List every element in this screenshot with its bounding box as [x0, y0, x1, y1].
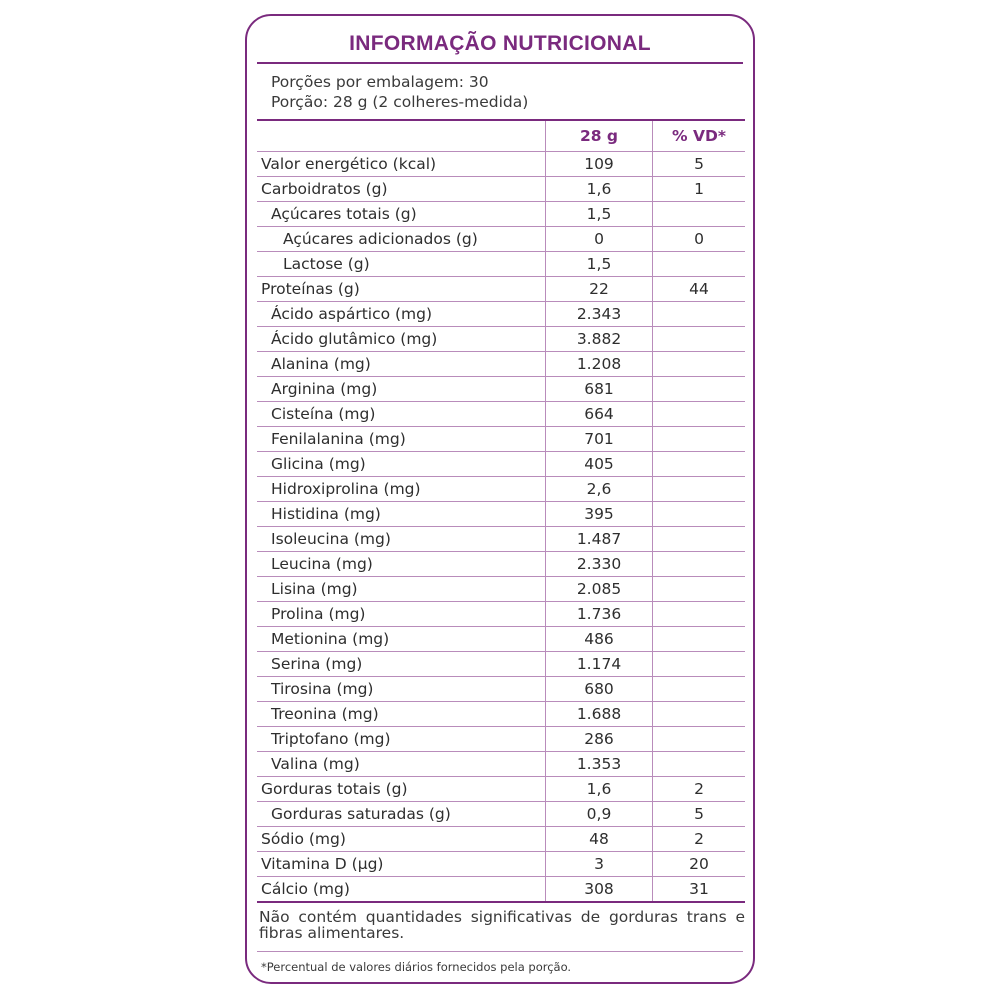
nutrition-label-panel — [245, 14, 755, 984]
table-row — [257, 652, 745, 677]
nutrient-name: Valina (mg) — [257, 752, 546, 777]
nutrient-quantity: 681 — [546, 377, 653, 402]
nutrient-daily-value — [653, 727, 746, 752]
nutrient-daily-value — [653, 652, 746, 677]
nutrient-name: Glicina (mg) — [257, 452, 546, 477]
table-row — [257, 277, 745, 302]
table-row — [257, 802, 745, 827]
nutrient-daily-value — [653, 202, 746, 227]
nutrient-daily-value: 44 — [653, 277, 746, 302]
nutrient-name: Lactose (g) — [257, 252, 546, 277]
nutrient-name: Arginina (mg) — [257, 377, 546, 402]
nutrient-quantity: 286 — [546, 727, 653, 752]
table-row — [257, 777, 745, 802]
nutrient-quantity: 22 — [546, 277, 653, 302]
nutrient-quantity: 1.487 — [546, 527, 653, 552]
table-row — [257, 227, 745, 252]
nutrient-quantity: 1.208 — [546, 352, 653, 377]
nutrient-name: Valor energético (kcal) — [257, 152, 546, 177]
nutrient-daily-value — [653, 577, 746, 602]
nutrient-daily-value — [653, 452, 746, 477]
nutrient-daily-value — [653, 677, 746, 702]
nutrient-quantity: 1,5 — [546, 252, 653, 277]
nutrient-quantity: 1.174 — [546, 652, 653, 677]
nutrient-daily-value — [653, 402, 746, 427]
nutrient-daily-value — [653, 752, 746, 777]
nutrient-daily-value — [653, 352, 746, 377]
nutrient-name: Tirosina (mg) — [257, 677, 546, 702]
nutrient-name: Gorduras totais (g) — [257, 777, 546, 802]
title-divider — [257, 62, 743, 64]
table-row — [257, 377, 745, 402]
table-row — [257, 502, 745, 527]
nutrient-daily-value: 31 — [653, 877, 746, 903]
nutrient-quantity: 48 — [546, 827, 653, 852]
nutrient-quantity: 1,6 — [546, 177, 653, 202]
nutrient-daily-value: 5 — [653, 802, 746, 827]
nutrient-name: Cisteína (mg) — [257, 402, 546, 427]
nutrient-daily-value — [653, 252, 746, 277]
nutrient-daily-value: 20 — [653, 852, 746, 877]
nutrient-quantity: 701 — [546, 427, 653, 452]
nutrient-daily-value — [653, 702, 746, 727]
nutrient-quantity: 2.085 — [546, 577, 653, 602]
nutrient-quantity: 2.330 — [546, 552, 653, 577]
footnote: *Percentual de valores diários fornecidos pela porção. — [261, 960, 572, 974]
nutrient-name: Ácido aspártico (mg) — [257, 302, 546, 327]
nutrient-daily-value: 5 — [653, 152, 746, 177]
nutrient-name: Serina (mg) — [257, 652, 546, 677]
table-row — [257, 177, 745, 202]
table-row — [257, 552, 745, 577]
nutrient-daily-value — [653, 477, 746, 502]
nutrient-daily-value — [653, 327, 746, 352]
header-blank — [257, 120, 546, 152]
nutrient-daily-value — [653, 552, 746, 577]
column-header-quantity: 28 g — [546, 120, 653, 152]
table-row — [257, 327, 745, 352]
nutrient-daily-value — [653, 602, 746, 627]
table-row — [257, 427, 745, 452]
nutrient-name: Gorduras saturadas (g) — [257, 802, 546, 827]
nutrient-name: Prolina (mg) — [257, 602, 546, 627]
nutrient-quantity: 3.882 — [546, 327, 653, 352]
nutrient-daily-value — [653, 627, 746, 652]
nutrient-daily-value: 2 — [653, 777, 746, 802]
table-row — [257, 252, 745, 277]
table-row — [257, 202, 745, 227]
table-row — [257, 302, 745, 327]
nutrient-name: Ácido glutâmico (mg) — [257, 327, 546, 352]
table-row — [257, 527, 745, 552]
nutrient-daily-value — [653, 377, 746, 402]
nutrient-daily-value — [653, 302, 746, 327]
nutrient-name: Lisina (mg) — [257, 577, 546, 602]
nutrient-quantity: 680 — [546, 677, 653, 702]
disclaimer-note: Não contém quantidades significativas de gorduras trans e fibras alimentares. — [259, 908, 745, 942]
table-row — [257, 602, 745, 627]
nutrient-quantity: 1,6 — [546, 777, 653, 802]
nutrient-daily-value: 0 — [653, 227, 746, 252]
nutrient-daily-value: 2 — [653, 827, 746, 852]
nutrient-name: Histidina (mg) — [257, 502, 546, 527]
nutrient-quantity: 2,6 — [546, 477, 653, 502]
table-header-row — [257, 120, 745, 152]
nutrient-quantity: 2.343 — [546, 302, 653, 327]
table-row — [257, 352, 745, 377]
table-row — [257, 452, 745, 477]
nutrient-name: Fenilalanina (mg) — [257, 427, 546, 452]
nutrient-quantity: 405 — [546, 452, 653, 477]
serving-size: Porção: 28 g (2 colheres-medida) — [271, 93, 529, 111]
column-header-daily-value: % VD* — [653, 120, 746, 152]
table-row — [257, 827, 745, 852]
nutrient-quantity: 1.736 — [546, 602, 653, 627]
table-row — [257, 877, 745, 903]
nutrient-quantity: 1,5 — [546, 202, 653, 227]
footnote-divider — [257, 951, 743, 952]
nutrient-quantity: 1.353 — [546, 752, 653, 777]
nutrient-quantity: 109 — [546, 152, 653, 177]
nutrient-quantity: 308 — [546, 877, 653, 903]
nutrient-name: Metionina (mg) — [257, 627, 546, 652]
nutrient-quantity: 1.688 — [546, 702, 653, 727]
table-row — [257, 852, 745, 877]
nutrient-name: Hidroxiprolina (mg) — [257, 477, 546, 502]
table-row — [257, 727, 745, 752]
nutrient-name: Sódio (mg) — [257, 827, 546, 852]
nutrient-name: Leucina (mg) — [257, 552, 546, 577]
nutrient-quantity: 664 — [546, 402, 653, 427]
nutrient-quantity: 0 — [546, 227, 653, 252]
nutrient-quantity: 395 — [546, 502, 653, 527]
table-row — [257, 627, 745, 652]
nutrient-quantity: 0,9 — [546, 802, 653, 827]
nutrient-name: Alanina (mg) — [257, 352, 546, 377]
nutrient-quantity: 3 — [546, 852, 653, 877]
table-row — [257, 677, 745, 702]
nutrient-daily-value: 1 — [653, 177, 746, 202]
table-row — [257, 152, 745, 177]
label-title: INFORMAÇÃO NUTRICIONAL — [349, 32, 651, 55]
table-row — [257, 477, 745, 502]
nutrition-table — [257, 119, 745, 903]
nutrient-name: Treonina (mg) — [257, 702, 546, 727]
nutrient-name: Isoleucina (mg) — [257, 527, 546, 552]
nutrient-name: Proteínas (g) — [257, 277, 546, 302]
nutrient-name: Triptofano (mg) — [257, 727, 546, 752]
serving-info — [271, 72, 528, 112]
nutrient-daily-value — [653, 427, 746, 452]
nutrient-name: Vitamina D (µg) — [257, 852, 546, 877]
table-row — [257, 702, 745, 727]
nutrient-quantity: 486 — [546, 627, 653, 652]
nutrient-name: Açúcares adicionados (g) — [257, 227, 546, 252]
table-row — [257, 752, 745, 777]
nutrient-daily-value — [653, 527, 746, 552]
nutrient-name: Carboidratos (g) — [257, 177, 546, 202]
nutrient-name: Cálcio (mg) — [257, 877, 546, 903]
table-row — [257, 402, 745, 427]
table-row — [257, 577, 745, 602]
nutrient-name: Açúcares totais (g) — [257, 202, 546, 227]
servings-per-package: Porções por embalagem: 30 — [271, 73, 489, 91]
nutrient-daily-value — [653, 502, 746, 527]
